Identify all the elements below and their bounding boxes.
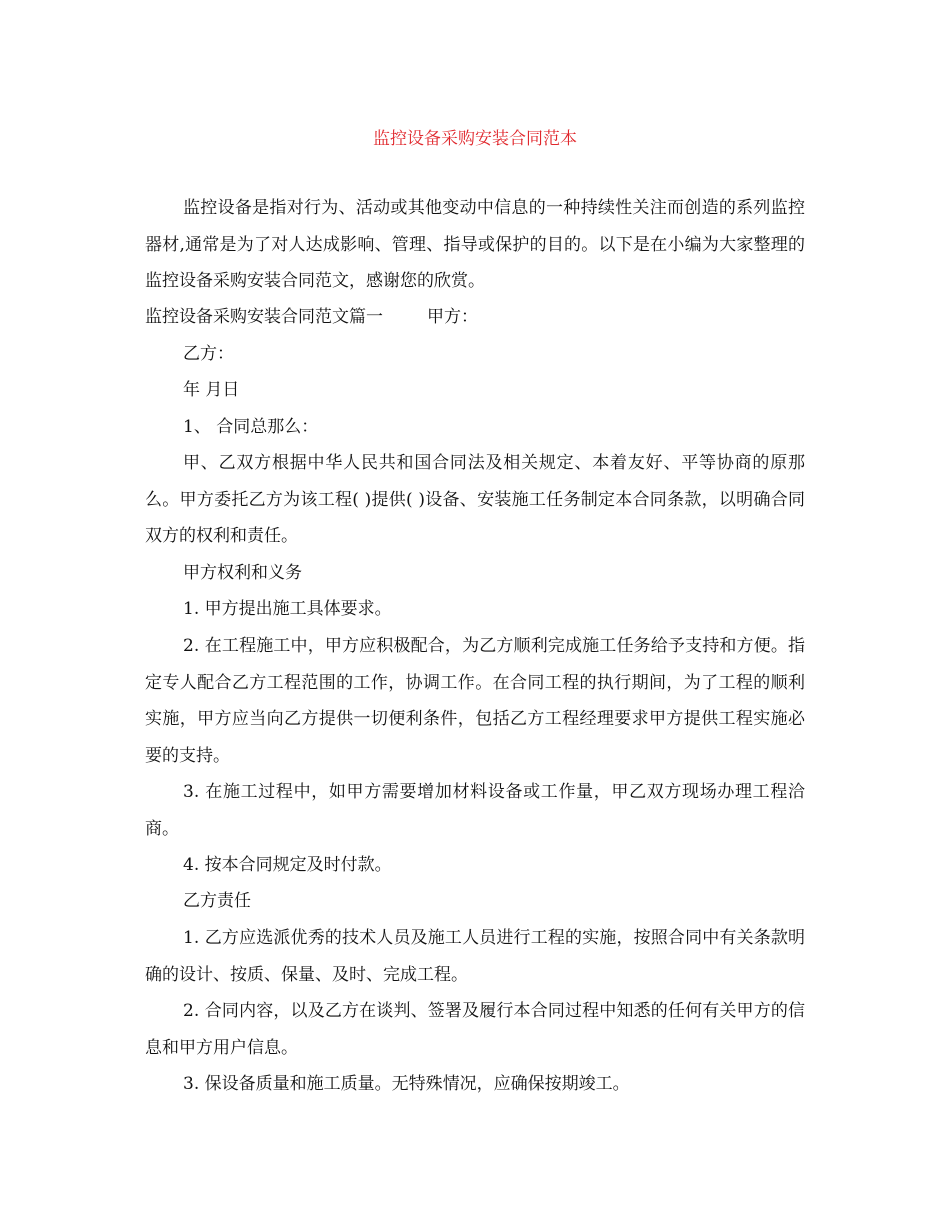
party-b-item-1: 1. 乙方应选派优秀的技术人员及施工人员进行工程的实施，按照合同中有关条款明确的设计、按质、保量、及时、完成工程。	[145, 928, 805, 985]
date-line: 年 月日	[183, 380, 240, 400]
party-a-rights-title: 甲方权利和义务	[183, 563, 302, 583]
party-b-label: 乙方：	[183, 344, 234, 364]
heading-line	[145, 299, 805, 336]
party-a-item-3: 3. 在施工过程中，如甲方需要增加材料设备或工作量，甲乙双方现场办理工程洽商。	[145, 782, 805, 839]
party-b-item-3: 3. 保设备质量和施工质量。无特殊情况，应确保按期竣工。	[183, 1074, 630, 1094]
section-1-title: 1、 合同总那么：	[183, 417, 319, 437]
party-b-duties-title: 乙方责任	[183, 891, 251, 911]
party-a-item-2: 2. 在工程施工中，甲方应积极配合，为乙方顺利完成施工任务给予支持和方便。指定专人配合乙方工程范围的工作，协调工作。在合同工程的执行期间，为了工程的顺利实施，甲方应当向乙方提供一切便利条件，包括乙方工程经理要求甲方提供工程实施必要的支持。	[145, 636, 805, 766]
party-a-item-1: 1. 甲方提出施工具体要求。	[183, 599, 392, 619]
party-a-item-4: 4. 按本合同规定及时付款。	[183, 855, 392, 875]
document-title: 监控设备采购安装合同范本	[373, 129, 577, 149]
section-1-body: 甲、乙双方根据中华人民共和国合同法及相关规定、本着友好、平等协商的原那么。甲方委托乙方为该工程( )提供( )设备、安装施工任务制定本合同条款，以明确合同双方的权利和责任。	[145, 453, 805, 546]
party-a-label: 甲方：	[427, 307, 478, 327]
party-b-item-2: 2. 合同内容，以及乙方在谈判、签署及履行本合同过程中知悉的任何有关甲方的信息和甲方用户信息。	[145, 1001, 805, 1058]
section-heading: 监控设备采购安装合同范文篇一	[145, 307, 383, 327]
intro-paragraph: 监控设备是指对行为、活动或其他变动中信息的一种持续性关注而创造的系列监控器材,通常是为了对人达成影响、管理、指导或保护的目的。以下是在小编为大家整理的监控设备采购安装合同范文，感谢您的欣赏。	[145, 198, 805, 291]
